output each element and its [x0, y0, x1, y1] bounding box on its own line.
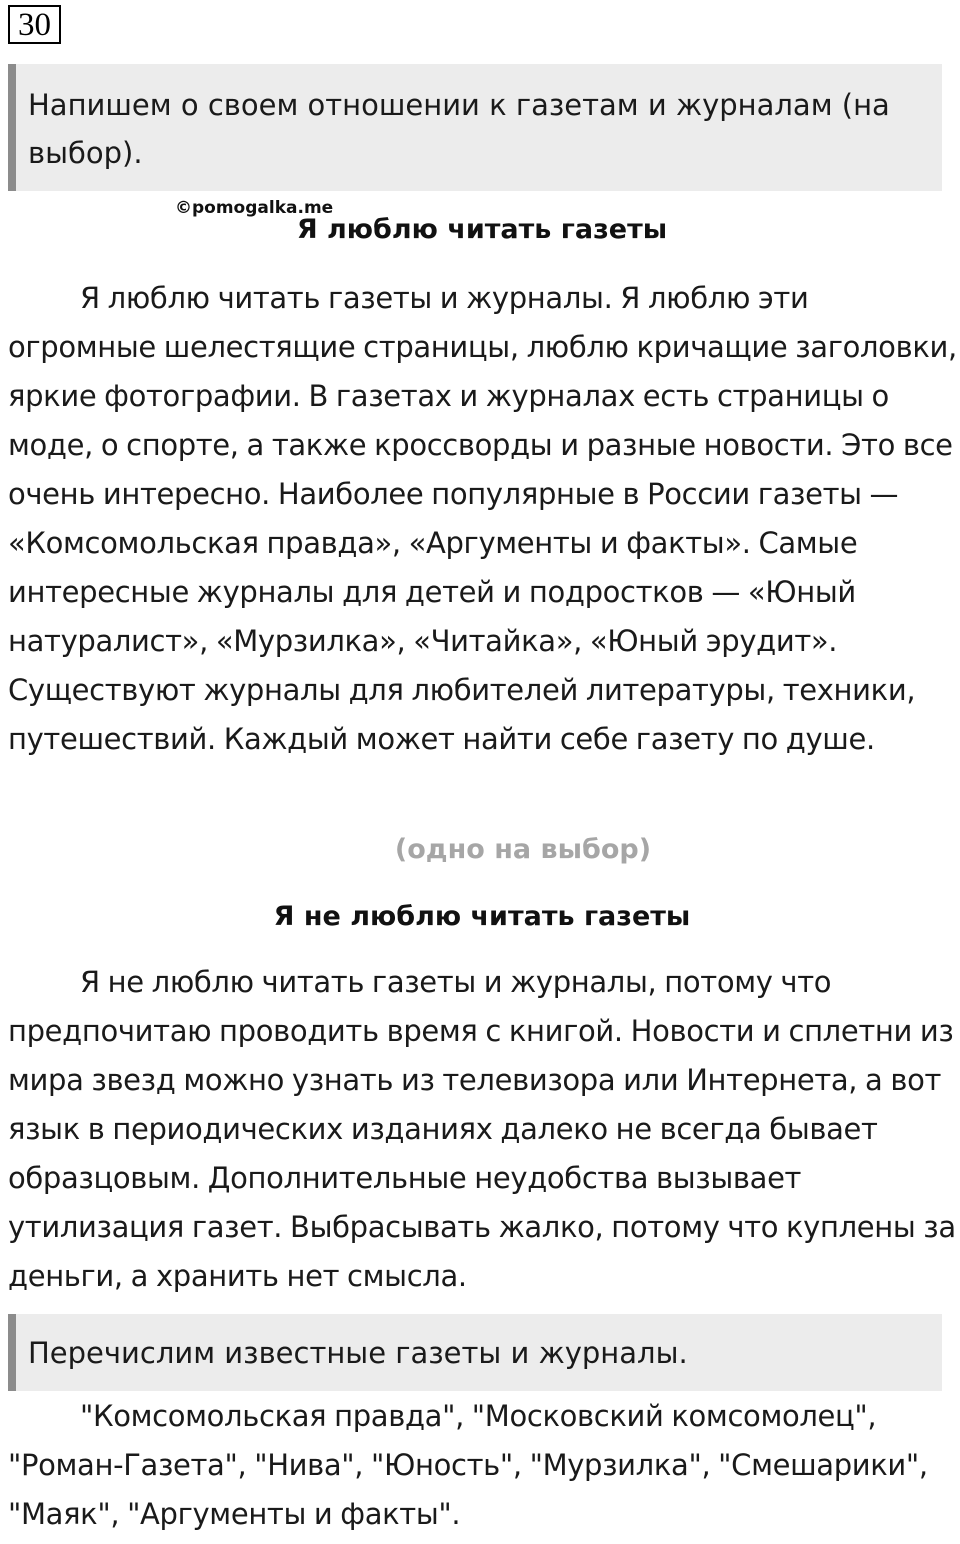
essay-paragraph-dislike: Я не люблю читать газеты и журналы, потому что предпочитаю проводить время с книгой. Новости и сплетни из мира звезд можно узнать из телевизора или Интернета, а вот язык в периодических изданиях далеко не всегда бывает образцовым. Дополнительные неудобства вызывает утилизация газет. Выбрасывать жалко, потому что куплены за деньги, а хранить нет смысла. [8, 965, 956, 1293]
task-box [8, 64, 942, 191]
newspapers-list: "Комсомольская правда", "Московский комсомолец", "Роман-Газета", "Нива", "Юность", "Мурзилка", "Смешарики", "Маяк", "Аргументы и факты". [8, 1399, 928, 1531]
task-text: Напишем о своем отношении к газетам и журналам (на выбор). [28, 88, 890, 170]
task-box [8, 1314, 942, 1391]
essay-heading-like: Я люблю читать газеты [296, 214, 668, 245]
page-number: 30 [8, 5, 61, 44]
task-text: Перечислим известные газеты и журналы. [28, 1336, 688, 1370]
choice-note: (одно на выбор) [394, 834, 652, 865]
essay-heading-dislike: Я не люблю читать газеты [273, 901, 691, 932]
essay-paragraph-like: Я люблю читать газеты и журналы. Я люблю эти огромные шелестящие страницы, люблю кричащие заголовки, яркие фотографии. В газетах и журналах есть страницы о моде, о спорте, а также кроссворды и разные новости. Это все очень интересно. Наиболее популярные в России газеты — «Комсомольская правда», «Аргументы и факты». Самые интересные журналы для детей и подростков — «Юный натуралист», «Мурзилка», «Читайка», «Юный эрудит». Существуют журналы для любителей литературы, техники, путешествий. Каждый может найти себе газету по душе. [8, 281, 957, 756]
watermark: ©pomogalka.me [175, 198, 334, 218]
